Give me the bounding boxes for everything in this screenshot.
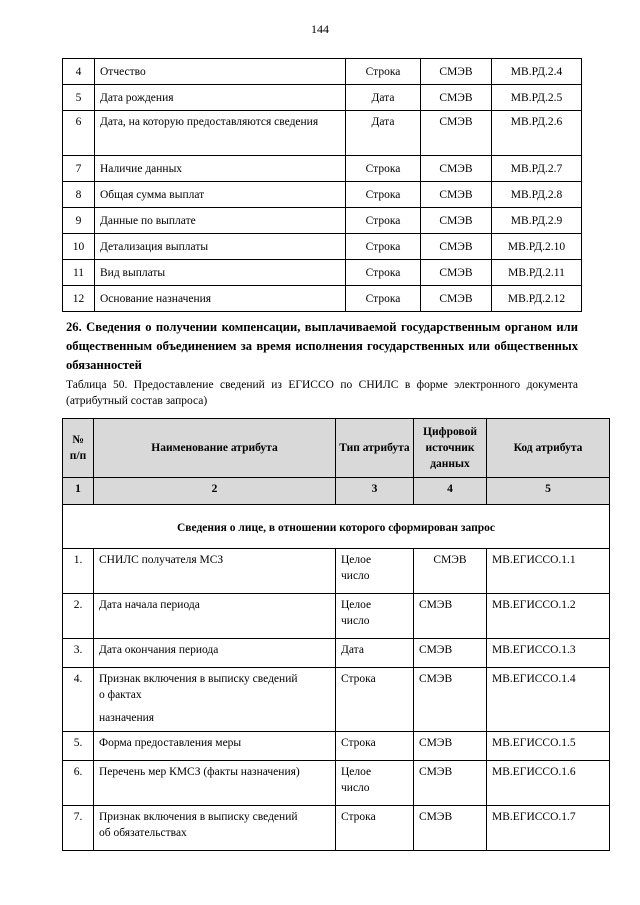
data-source: СМЭВ [414,549,487,594]
attribute-name: Вид выплаты [95,260,346,286]
attribute-type: Строка [346,59,421,85]
table-row [63,182,582,208]
attribute-type-line: Строка [341,737,376,749]
table-row [63,286,582,312]
header-code: Код атрибута [487,419,610,478]
table-row [63,260,582,286]
row-number: 6. [63,761,94,806]
table-row [63,234,582,260]
column-index: 5 [487,478,610,505]
attribute-name-line: об обязательствах [99,827,187,839]
row-number: 11 [63,260,95,286]
attribute-type-line: Строка [341,673,376,685]
row-number: 1. [63,549,94,594]
column-index: 2 [94,478,336,505]
table-header-row [63,419,610,478]
table-row [63,639,610,668]
attribute-name: Дата рождения [95,85,346,111]
column-index-row [63,478,610,505]
data-source: СМЭВ [414,806,487,851]
attribute-type [336,639,414,668]
row-number: 3. [63,639,94,668]
data-source: СМЭВ [414,639,487,668]
row-number: 2. [63,594,94,639]
attributes-table-50 [62,418,610,851]
attribute-name [94,549,336,594]
group-row [63,505,610,549]
attribute-type: Строка [346,182,421,208]
attribute-name [94,594,336,639]
attribute-type: Дата [346,85,421,111]
table-row [63,156,582,182]
column-index: 4 [414,478,487,505]
attribute-code: МВ.ЕГИССО.1.7 [487,806,610,851]
table-row [63,668,610,732]
header-num: № п/п [63,419,94,478]
row-number: 4 [63,59,95,85]
attribute-type [336,668,414,732]
attribute-name-line: о фактах [99,689,142,701]
table-row [63,761,610,806]
attribute-name-line: Признак включения в выписку сведений [99,811,298,823]
attribute-type-line: число [341,615,370,627]
row-number: 12 [63,286,95,312]
table-row [63,208,582,234]
attribute-type-line: число [341,570,370,582]
attribute-type [336,594,414,639]
attribute-type [336,806,414,851]
table-row [63,806,610,851]
attribute-name-line: Дата окончания периода [99,644,219,656]
data-source: СМЭВ [421,208,492,234]
attribute-type: Строка [346,234,421,260]
section-heading: 26. Сведения о получении компенсации, выплачиваемой государственным органом или общественным объединением за время исполнения государственных или общественных обязанностей [66,320,578,372]
attribute-code: МВ.ЕГИССО.1.1 [487,549,610,594]
attributes-table-continued [62,58,582,312]
attribute-type-line: Целое [341,554,372,566]
row-number: 5. [63,732,94,761]
attribute-code: МВ.РД.2.5 [492,85,582,111]
attribute-code: МВ.РД.2.6 [492,111,582,156]
data-source: СМЭВ [414,668,487,732]
attribute-name: Детализация выплаты [95,234,346,260]
row-number: 4. [63,668,94,732]
column-index: 1 [63,478,94,505]
data-source: СМЭВ [421,260,492,286]
attribute-name-line: Дата начала периода [99,599,200,611]
attribute-type-line: Целое [341,599,372,611]
attribute-name: Дата, на которую предоставляются сведения [95,111,346,156]
table-row [63,85,582,111]
data-source: СМЭВ [421,234,492,260]
group-title: Сведения о лице, в отношении которого сформирован запрос [63,505,610,549]
attribute-code: МВ.РД.2.10 [492,234,582,260]
attribute-type [336,732,414,761]
column-index: 3 [336,478,414,505]
attribute-type-line: Целое [341,766,372,778]
data-source: СМЭВ [421,286,492,312]
table-row [63,111,582,156]
header-name: Наименование атрибута [94,419,336,478]
attribute-type: Строка [346,260,421,286]
attribute-code: МВ.ЕГИССО.1.4 [487,668,610,732]
data-source: СМЭВ [414,761,487,806]
data-source: СМЭВ [421,182,492,208]
row-number: 9 [63,208,95,234]
data-source: СМЭВ [414,732,487,761]
attribute-name-line: Форма предоставления меры [99,737,242,749]
attribute-type-line: Строка [341,811,376,823]
attribute-type: Строка [346,208,421,234]
data-source: СМЭВ [421,156,492,182]
table-row [63,732,610,761]
attribute-name [94,806,336,851]
attribute-name-line: назначения [99,712,155,724]
attribute-code: МВ.ЕГИССО.1.6 [487,761,610,806]
attribute-name [94,668,336,732]
attribute-type-line: число [341,782,370,794]
attribute-code: МВ.ЕГИССО.1.2 [487,594,610,639]
row-number: 10 [63,234,95,260]
table-row [63,549,610,594]
attribute-code: МВ.РД.2.8 [492,182,582,208]
attribute-code: МВ.РД.2.7 [492,156,582,182]
attribute-code: МВ.РД.2.4 [492,59,582,85]
attribute-name [94,639,336,668]
attribute-name: Основание назначения [95,286,346,312]
attribute-code: МВ.ЕГИССО.1.3 [487,639,610,668]
row-number: 5 [63,85,95,111]
attribute-code: МВ.РД.2.11 [492,260,582,286]
attribute-type [336,549,414,594]
attribute-type-line: Дата [341,644,364,656]
attribute-type [336,761,414,806]
attribute-code: МВ.РД.2.9 [492,208,582,234]
attribute-name-line: Признак включения в выписку сведений [99,673,298,685]
row-number: 6 [63,111,95,156]
attribute-name [94,761,336,806]
attribute-name: Общая сумма выплат [95,182,346,208]
table-row [63,594,610,639]
header-source: Цифровой источник данных [414,419,487,478]
attribute-code: МВ.ЕГИССО.1.5 [487,732,610,761]
attribute-type: Дата [346,111,421,156]
attribute-name: Отчество [95,59,346,85]
table-row [63,59,582,85]
data-source: СМЭВ [421,111,492,156]
table-caption: Таблица 50. Предоставление сведений из ЕГИССО по СНИЛС в форме электронного документа (атрибутный состав запроса) [66,379,578,407]
attribute-code: МВ.РД.2.12 [492,286,582,312]
header-type: Тип атрибута [336,419,414,478]
attribute-name: Данные по выплате [95,208,346,234]
data-source: СМЭВ [421,59,492,85]
attribute-name-line: Перечень мер КМСЗ (факты назначения) [99,766,300,778]
row-number: 7. [63,806,94,851]
row-number: 7 [63,156,95,182]
attribute-name-line: СНИЛС получателя МСЗ [99,554,224,566]
attribute-type: Строка [346,156,421,182]
attribute-name [94,732,336,761]
data-source: СМЭВ [414,594,487,639]
attribute-name: Наличие данных [95,156,346,182]
page-number: 144 [311,22,329,36]
row-number: 8 [63,182,95,208]
data-source: СМЭВ [421,85,492,111]
attribute-type: Строка [346,286,421,312]
